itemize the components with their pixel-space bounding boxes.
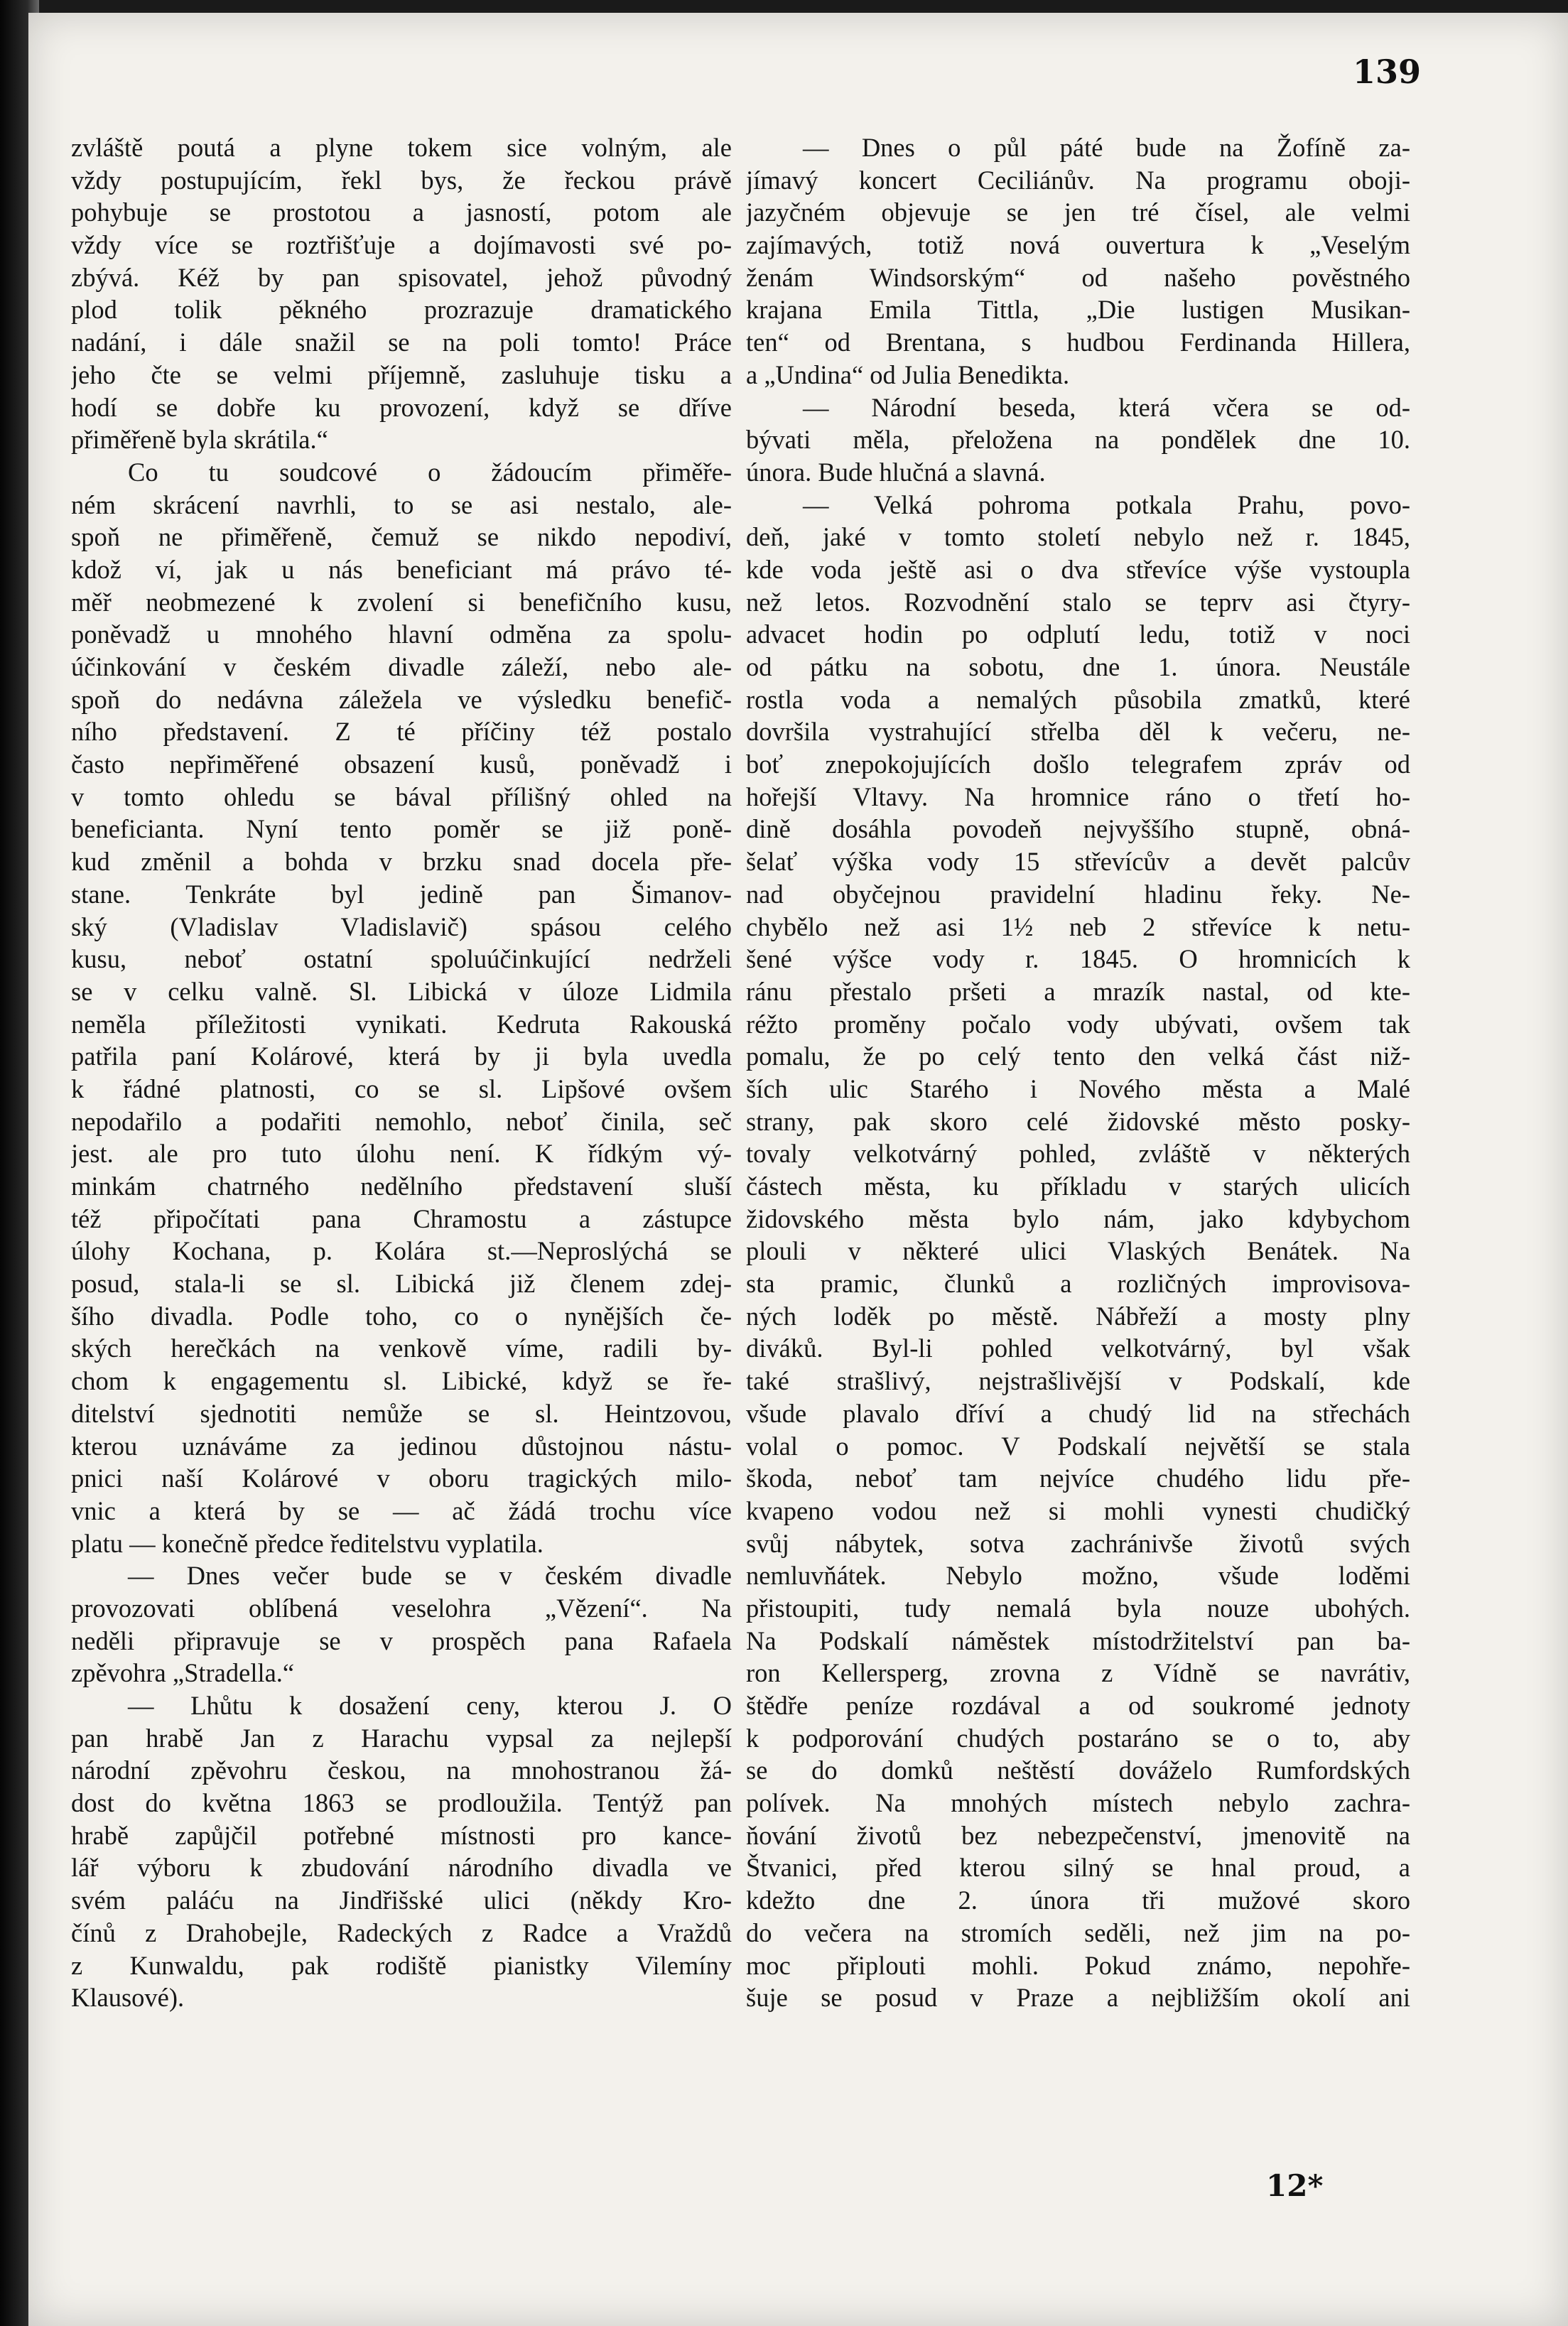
text-line: přiměřeně byla skrátila.“ xyxy=(71,425,328,455)
text-line: ron Kellersperg, zrovna z Vídně se navrátiv, xyxy=(746,1658,1410,1688)
text-line: sta pramic, člunků a rozličných improvisova- xyxy=(746,1269,1410,1299)
text-line: též připočítati pana Chramostu a zástupce xyxy=(71,1203,732,1233)
text-line: jest. ale pro tuto úlohu není. K řídkým vý- xyxy=(71,1139,732,1169)
text-line: réžto proměny počalo vody ubývati, ovšem tak xyxy=(746,1009,1410,1039)
text-line: do večera na stromích seděli, než jim na po- xyxy=(746,1917,1410,1947)
text-line: krajana Emila Tittla, „Die lustigen Musikan- xyxy=(746,295,1410,325)
text-line: Klausové). xyxy=(71,1983,185,2013)
text-line: často nepřiměřené obsazení kusů, poněvadž i xyxy=(71,750,732,779)
text-line: posud, stala-li se sl. Libická již členem zdej- xyxy=(71,1269,732,1299)
text-line: ších ulic Starého i Nového města a Malé xyxy=(746,1073,1410,1103)
text-line: pnici naší Kolárové v oboru tragických milo- xyxy=(71,1464,732,1493)
text-line: spoň do nedávna záležela ve výsledku benefič- xyxy=(71,684,732,714)
text-line: zajímavých, totiž nová ouvertura k „Veselým xyxy=(746,230,1410,260)
text-line: neděli připravuje se v prospěch pana Rafaela xyxy=(71,1626,732,1655)
text-line: od pátku na sobotu, dne 1. února. Neustále xyxy=(746,652,1410,681)
text-line: vždy více se roztřišťuje a dojímavosti své po- xyxy=(71,230,732,260)
text-line: jímavý koncert Ceciliánův. Na programu oboji- xyxy=(746,165,1410,195)
text-line: dost do května 1863 se prodloužila. Tentýž pan xyxy=(71,1788,732,1818)
text-line: než letos. Rozvodnění stalo se teprv asi čtyry- xyxy=(746,587,1410,617)
text-line: štědře peníze rozdával a od soukromé jednoty xyxy=(746,1691,1410,1720)
text-line: beneficianta. Nyní tento poměr se již poně- xyxy=(71,814,732,844)
text-line: tovaly velkotvárný pohled, zvláště v některých xyxy=(746,1139,1410,1169)
page-number: 139 xyxy=(1352,53,1421,91)
text-line: kvapeno vodou než si mohli vynesti chudičký xyxy=(746,1495,1410,1525)
text-line: zpěvohra „Stradella.“ xyxy=(71,1658,295,1688)
text-line: kde voda ještě asi o dva střevíce výše vystoupla xyxy=(746,554,1410,584)
text-line: pan hrabě Jan z Harachu vypsal za nejlepší xyxy=(71,1723,732,1753)
text-line: ženám Windsorským“ od našeho pověstného xyxy=(746,262,1410,292)
text-line: k řádné platnosti, co se sl. Lipšové ovšem xyxy=(71,1073,732,1103)
text-line: ního představení. Z té příčiny též postalo xyxy=(71,717,732,747)
text-line: stane. Tenkráte byl jedině pan Šimanov- xyxy=(71,879,732,909)
text-line: účinkování v českém divadle záleží, nebo ale- xyxy=(71,652,732,681)
text-line: vnic a která by se — ač žádá trochu více xyxy=(71,1495,732,1525)
text-line: Co tu soudcové o žádoucím přiměře- xyxy=(128,457,732,487)
text-line: kdežto dne 2. února tři mužové skoro xyxy=(746,1886,1410,1915)
text-line: šího divadla. Podle toho, co o nynějších če- xyxy=(71,1301,732,1331)
text-line: také strašlivý, nejstrašlivější v Podskalí, kde xyxy=(746,1366,1410,1396)
signature-mark: 12* xyxy=(1266,2168,1324,2203)
text-line: pomalu, že po celý tento den velká část niž- xyxy=(746,1042,1410,1071)
text-line: — Dnes o půl páté bude na Žofíně za- xyxy=(803,133,1410,162)
text-line: chom k engagementu sl. Libické, když se ře- xyxy=(71,1366,732,1396)
text-line: úlohy Kochana, p. Kolára st.—Neproslýchá se xyxy=(71,1236,732,1266)
text-line: chybělo než asi 1½ neb 2 střevíce k netu- xyxy=(746,912,1410,941)
text-line: škoda, neboť tam nejvíce chudého lidu pře- xyxy=(746,1464,1410,1493)
text-line: — Národní beseda, která včera se od- xyxy=(803,392,1410,422)
text-line: ditelství sjednotiti nemůže se sl. Heintzovou, xyxy=(71,1398,732,1428)
text-line: kud změnil a bohda v brzku snad docela pře- xyxy=(71,847,732,877)
text-line: měř neobmezené k zvolení si benefičního kusu, xyxy=(71,587,732,617)
text-line: se v celku valně. Sl. Libická v úloze Lidmila xyxy=(71,976,732,1006)
text-line: patřila paní Kolárové, která by ji byla uvedla xyxy=(71,1042,732,1071)
text-line: neměla příležitosti vynikati. Kedruta Rakouská xyxy=(71,1009,732,1039)
text-line: bývati měla, přeložena na pondělek dne 10. xyxy=(746,425,1410,455)
text-line: v tomto ohledu se bával přílišný ohled na xyxy=(71,781,732,811)
text-line: strany, pak skoro celé židovské město posky- xyxy=(746,1106,1410,1136)
text-line: lář výboru k zbudování národního divadla ve xyxy=(71,1853,732,1883)
text-line: k podporování chudých postaráno se o to, aby xyxy=(746,1723,1410,1753)
text-line: dině dosáhla povodeň nejvyššího stupně, obná- xyxy=(746,814,1410,844)
text-line: vždy postupujícím, řekl bys, že řeckou právě xyxy=(71,165,732,195)
text-line: rostla voda a nemalých působila zmatků, které xyxy=(746,684,1410,714)
text-line: šuje se posud v Praze a nejbližším okolí ani xyxy=(746,1983,1410,2013)
text-line: jeho čte se velmi příjemně, zasluhuje tisku a xyxy=(71,359,732,389)
text-line: nepodařilo a podařiti nemohlo, neboť činila, seč xyxy=(71,1106,732,1136)
text-line: ném skrácení navrhli, to se asi nestalo, ale- xyxy=(71,489,732,519)
text-line: ňování životů bez nebezpečenství, jmenovitě na xyxy=(746,1820,1410,1850)
text-line: židovského města bylo nám, jako kdybychom xyxy=(746,1203,1410,1233)
text-line: národní zpěvohru českou, na mnohostranou žá- xyxy=(71,1756,732,1785)
text-line: advacet hodin po odplutí ledu, totiž v noci xyxy=(746,620,1410,649)
text-line: jazyčném objevuje se jen tré čísel, ale velmi xyxy=(746,198,1410,227)
text-line: deň, jaké v tomto století nebylo než r. 1845, xyxy=(746,522,1410,552)
text-line: provozovati oblíbená veselohra „Vězení“. Na xyxy=(71,1593,732,1623)
text-line: zvláště poutá a plyne tokem sice volným, ale xyxy=(71,133,732,162)
text-line: ných loděk po městě. Nábřeží a mosty plny xyxy=(746,1301,1410,1331)
text-line: — Lhůtu k dosažení ceny, kterou J. O xyxy=(128,1691,732,1720)
text-line: čínů z Drahobejle, Radeckých z Radce a Vraždů xyxy=(71,1917,732,1947)
text-line: diváků. Byl-li pohled velkotvárný, byl však xyxy=(746,1334,1410,1363)
text-line: se do domků neštěstí dováželo Rumfordských xyxy=(746,1756,1410,1785)
text-line: Na Podskalí náměstek místodržitelství pan ba- xyxy=(746,1626,1410,1655)
text-line: kdož ví, jak u nás beneficiant má právo té- xyxy=(71,554,732,584)
right-column xyxy=(746,131,1410,2014)
text-line: kusu, neboť ostatní spoluúčinkující nedrželi xyxy=(71,944,732,974)
text-line: kterou uznáváme za jedinou důstojnou nástu- xyxy=(71,1431,732,1461)
text-line: plod tolik pěkného prozrazuje dramatického xyxy=(71,295,732,325)
text-line: platu — konečně předce ředitelstvu vyplatila. xyxy=(71,1528,544,1558)
text-line: všude plavalo dříví a chudý lid na střechách xyxy=(746,1398,1410,1428)
text-line: — Dnes večer bude se v českém divadle xyxy=(128,1561,732,1591)
text-line: nemluvňátek. Nebylo možno, všude loděmi xyxy=(746,1561,1410,1591)
text-line: ten“ od Brentana, s hudbou Ferdinanda Hillera, xyxy=(746,328,1410,357)
text-line: šelať výška vody 15 střevícův a devět palcův xyxy=(746,847,1410,877)
text-line: částech města, ku příkladu v starých ulicích xyxy=(746,1172,1410,1201)
text-line: nad obyčejnou pravidelní hladinu řeky. Ne- xyxy=(746,879,1410,909)
text-line: dovršila vystrahující střelba děl k večeru, ne- xyxy=(746,717,1410,747)
text-line: hrabě zapůjčil potřebné místnosti pro kance- xyxy=(71,1820,732,1850)
text-line: Štvanici, před kterou silný se hnal proud, a xyxy=(746,1853,1410,1883)
text-line: ských herečkách na venkově víme, radili by- xyxy=(71,1334,732,1363)
text-line: z Kunwaldu, pak rodiště pianistky Vilemíny xyxy=(71,1950,732,1980)
text-line: plouli v některé ulici Vlaských Benátek. Na xyxy=(746,1236,1410,1266)
text-line: pohybuje se prostotou a jasností, potom ale xyxy=(71,198,732,227)
text-line: svůj nábytek, sotva zachránivše životů svých xyxy=(746,1528,1410,1558)
text-line: — Velká pohroma potkala Prahu, povo- xyxy=(803,489,1410,519)
text-line: února. Bude hlučná a slavná. xyxy=(746,457,1046,487)
text-line: polívek. Na mnohých místech nebylo zachra- xyxy=(746,1788,1410,1818)
left-column xyxy=(71,131,732,2014)
text-line: ský (Vladislav Vladislavič) spásou celého xyxy=(71,912,732,941)
text-line: svém paláću na Jindřišské ulici (někdy Kro- xyxy=(71,1886,732,1915)
text-line: zbývá. Kéž by pan spisovatel, jehož původný xyxy=(71,262,732,292)
text-line: boť znepokojujících došlo telegrafem zpráv od xyxy=(746,750,1410,779)
text-line: hodí se dobře ku provození, když se dříve xyxy=(71,392,732,422)
text-line: šené výšce vody r. 1845. O hromnicích k xyxy=(746,944,1410,974)
text-line: nadání, i dále snažil se na poli tomto! Práce xyxy=(71,328,732,357)
text-line: volal o pomoc. V Podskalí největší se stala xyxy=(746,1431,1410,1461)
text-line: přistoupiti, tudy nemalá byla nouze ubohých. xyxy=(746,1593,1410,1623)
text-line: a „Undina“ od Julia Benedikta. xyxy=(746,359,1070,389)
text-line: minkám chatrného nedělního představení sluší xyxy=(71,1172,732,1201)
text-line: ránu přestalo pršeti a mrazík nastal, od kte- xyxy=(746,976,1410,1006)
text-line: spoň ne přiměřeně, čemuž se nikdo nepodiví, xyxy=(71,522,732,552)
text-line: poněvadž u mnohého hlavní odměna za spolu- xyxy=(71,620,732,649)
text-line: hořejší Vltavy. Na hromnice ráno o třetí ho- xyxy=(746,781,1410,811)
text-line: moc připlouti mohli. Pokud známo, nepohře- xyxy=(746,1950,1410,1980)
